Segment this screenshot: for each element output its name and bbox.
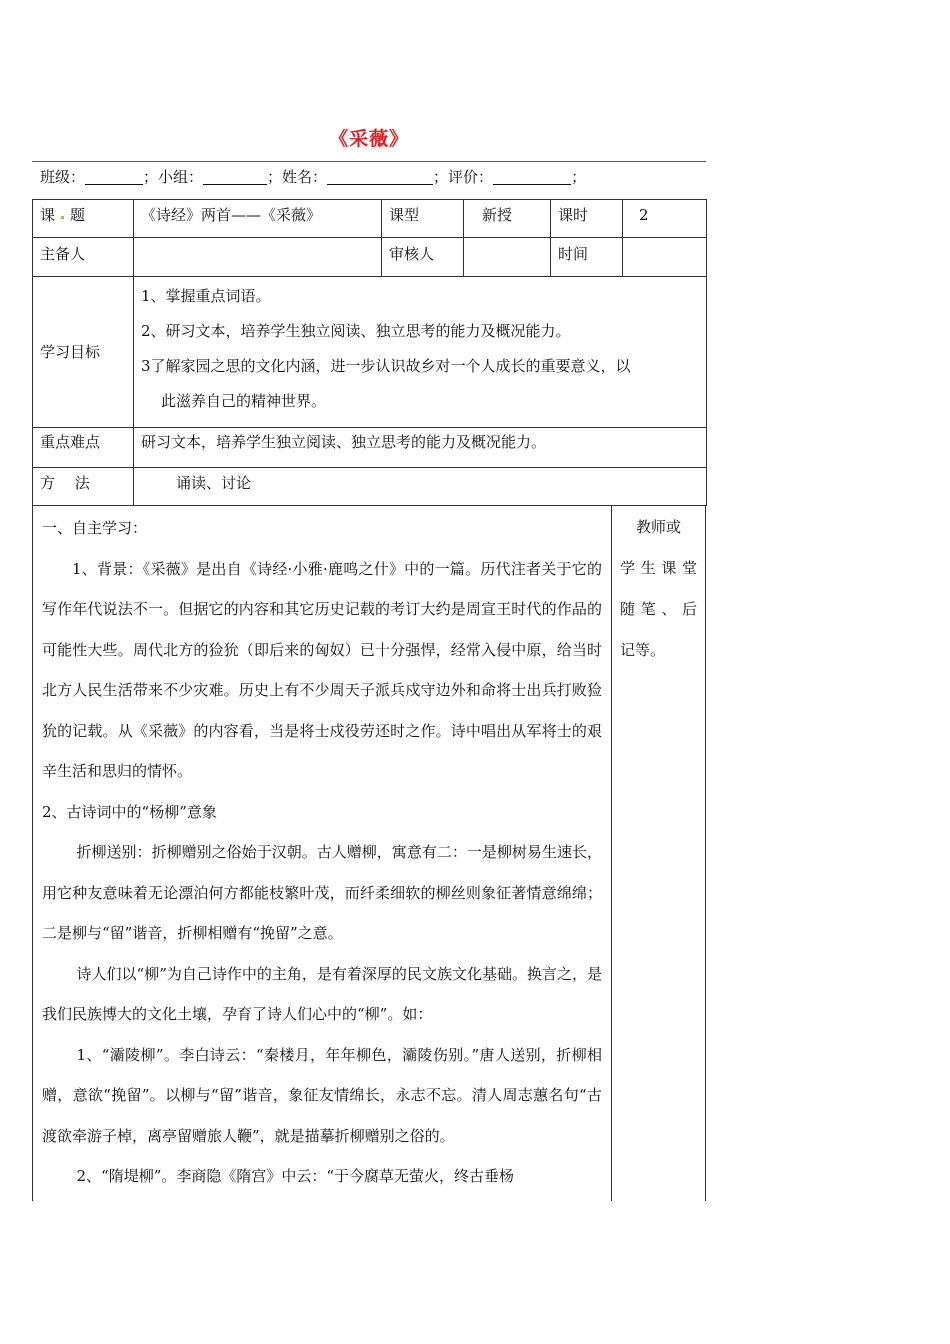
topic-label-cell: 课 题 (33, 200, 134, 238)
method-label: 方 法 (33, 468, 134, 506)
group-blank[interactable] (203, 169, 267, 185)
hours-label: 课时 (551, 200, 623, 238)
preparer-label: 主备人 (33, 238, 134, 277)
suiti-paragraph: 2、“隋堤柳”。李商隐《隋宫》中云：“于今腐草无萤火，终古垂杨 (76, 1167, 515, 1185)
class-blank[interactable] (85, 169, 143, 185)
preparer-value (134, 238, 382, 277)
notes-column (612, 506, 705, 1201)
poets-paragraph: 诗人们以“柳”为自己诗作中的主角，是有着深厚的民文族文化基础。换言之，是我们民族博大的文化土壤，孕育了诗人们心中的“柳”。如： (42, 964, 602, 1023)
goals-label: 学习目标 (33, 277, 134, 428)
method-value: 诵读、讨论 (134, 468, 707, 506)
dot-mark (61, 216, 64, 219)
topic-value: 《诗经》两首——《采薇》 (134, 200, 382, 238)
info-end: ； (571, 168, 587, 186)
study-text (33, 506, 611, 1197)
name-label: ；姓名： (267, 168, 328, 186)
goals-cell (134, 277, 707, 428)
notes-line: 学生课堂 (620, 559, 697, 577)
study-main-column (33, 506, 612, 1201)
notes-line: 随笔、后 (620, 600, 697, 618)
header-rule (32, 161, 706, 162)
preparer-row (33, 238, 707, 277)
topic-row (33, 200, 707, 238)
reviewer-value (464, 238, 551, 277)
goal-item: 此滋养自己的精神世界。 (161, 392, 327, 410)
lesson-meta-table (32, 199, 707, 506)
willow-heading: 2、古诗词中的“杨柳”意象 (42, 802, 217, 821)
section-heading: 一、自主学习： (42, 519, 148, 537)
type-label: 课型 (382, 200, 464, 238)
type-value: 新授 (464, 200, 551, 238)
student-info-line (40, 166, 586, 188)
background-paragraph: 1、背景：《采薇》是出自《诗经·小雅·鹿鸣之什》中的一篇。历代注者关于它的写作年代说法不一。但据它的内容和其它历史记载的考订大约是周宣王时代的作品的可能性大些。周代北方的猃狁（即后来的匈奴）已十分强悍，经常入侵中原，给当时北方人民生活带来不少灾难。历史上有不少周天子派兵戍守边外和命将士出兵打败猃狁的记载。从《采薇》的内容看，当是将士戍役劳还时之作。诗中唱出从军将士的艰辛生活和思归的情怀。 (42, 559, 602, 780)
farewell-paragraph: 折柳送别：折柳赠别之俗始于汉朝。古人赠柳，寓意有二：一是柳树易生速长，用它种友意味着无论漂泊何方都能枝繁叶茂，而纤柔细软的柳丝则象征著情意绵绵；二是柳与“留”谐音，折柳相赠有“挽留”之意。 (42, 843, 602, 942)
goal-item: 3了解家园之思的文化内涵，进一步认识故乡对一个人成长的重要意义，以 (141, 357, 631, 375)
time-label: 时间 (551, 238, 623, 277)
eval-label: ；评价： (433, 168, 494, 186)
goals-row (33, 277, 707, 428)
notes-line: 记等。 (620, 641, 666, 659)
focus-value: 研习文本，培养学生独立阅读、独立思考的能力及概况能力。 (134, 428, 707, 468)
eval-blank[interactable] (493, 169, 571, 185)
group-label: ；小组： (143, 168, 204, 186)
focus-label: 重点难点 (33, 428, 134, 468)
method-row (33, 468, 707, 506)
hours-value: 2 (623, 200, 707, 238)
study-content-box (32, 505, 706, 1201)
baling-paragraph: 1、“灞陵柳”。李白诗云：“秦楼月，年年柳色，灞陵伤别。”唐人送别，折柳相赠，意欲“挽留”。以柳与“留”谐音，象征友情绵长，永志不忘。清人周志蕙名句“古渡欲牵游子棹，离亭留赠旅人鞭”，就是描摹折柳赠别之俗的。 (42, 1045, 602, 1145)
focus-row (33, 428, 707, 468)
goal-item: 1、掌握重点词语。 (141, 287, 271, 305)
name-blank[interactable] (327, 169, 433, 185)
notes-text (612, 506, 705, 671)
class-label: 班级： (40, 168, 86, 186)
reviewer-label: 审核人 (382, 238, 464, 277)
page-title: 《采薇》 (328, 128, 409, 150)
time-value (623, 238, 707, 277)
notes-line: 教师或 (635, 518, 681, 536)
goal-item: 2、研习文本，培养学生独立阅读、独立思考的能力及概况能力。 (141, 322, 571, 340)
